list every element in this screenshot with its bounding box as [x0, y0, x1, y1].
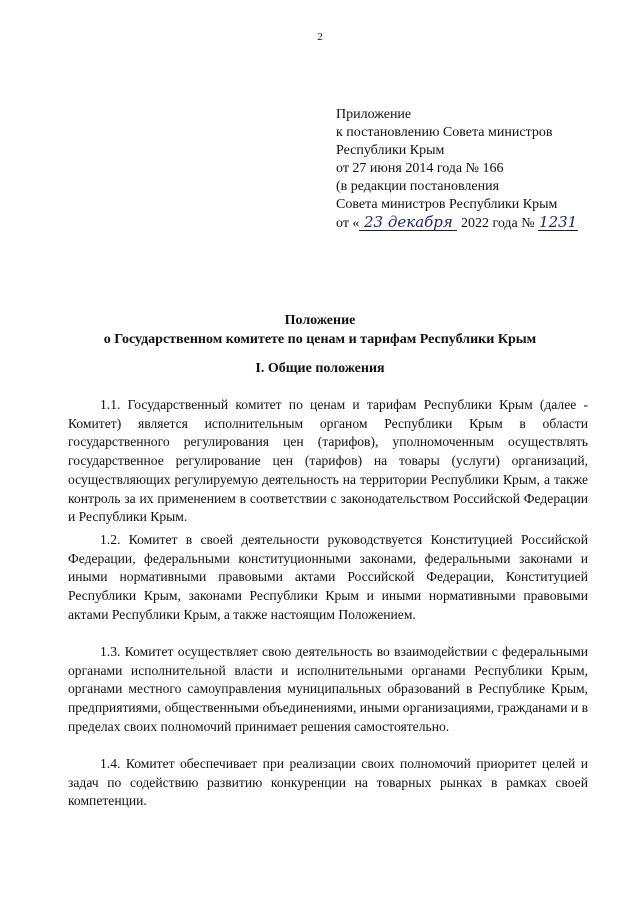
- appendix-date-line: [336, 214, 626, 233]
- date-prefix: от «: [336, 216, 360, 231]
- handwritten-number: 1231: [539, 213, 578, 231]
- paragraph: 1.2. Комитет в своей деятельности руководствуется Конституцией Российской Федерации, федеральными конституционными законами, федеральными законами и иными нормативными правовыми актами Российской Федерации, Конституцией Республики Крым, законами Республики Крым и иными нормативными правовыми актами Республики Крым, а также настоящим Положением.: [68, 532, 588, 622]
- section-heading: I. Общие положения: [255, 361, 385, 376]
- appendix-line: Республики Крым: [336, 143, 445, 158]
- document-title: Положение: [284, 313, 356, 328]
- date-year: 2022 года №: [457, 216, 539, 231]
- appendix-line: от 27 июня 2014 года № 166: [336, 161, 504, 176]
- appendix-line: Совета министров Республики Крым: [336, 197, 558, 212]
- appendix-block: [336, 106, 626, 233]
- paragraph: 1.4. Комитет обеспечивает при реализации своих полномочий приоритет целей и задач по содействию развитию конкуренции на товарных рынках в рамках своей компетенции.: [68, 756, 588, 809]
- appendix-line: к постановлению Совета министров: [336, 125, 553, 140]
- appendix-line: Приложение: [336, 107, 412, 122]
- document-subtitle: о Государственном комитете по ценам и тарифам Республики Крым: [103, 332, 537, 347]
- handwritten-date: 23 декабря: [359, 214, 457, 231]
- appendix-line: (в редакции постановления: [336, 179, 500, 194]
- paragraph: 1.1. Государственный комитет по ценам и тарифам Республики Крым (далее - Комитет) является исполнительным органом Республики Крым в области государственного регулирования цен (тарифов), уполномоченным осуществлять государственное регулирование цен (тарифов) на товары (услуги) организаций, осуществляющих регулируемую деятельность на территории Республики Крым, а также контроль за их применением в соответствии с законодательством Российской Федерации и Республики Крым.: [68, 397, 588, 525]
- paragraph: 1.3. Комитет осуществляет свою деятельность во взаимодействии с федеральными органами исполнительной власти и исполнительными органами Республики Крым, органами местного самоуправления муниципальных образований в Республике Крым, предприятиями, общественными объединениями, иными организациями, гражданами и в пределах своих полномочий принимает решения самостоятельно.: [68, 644, 588, 734]
- page-number: 2: [317, 31, 323, 43]
